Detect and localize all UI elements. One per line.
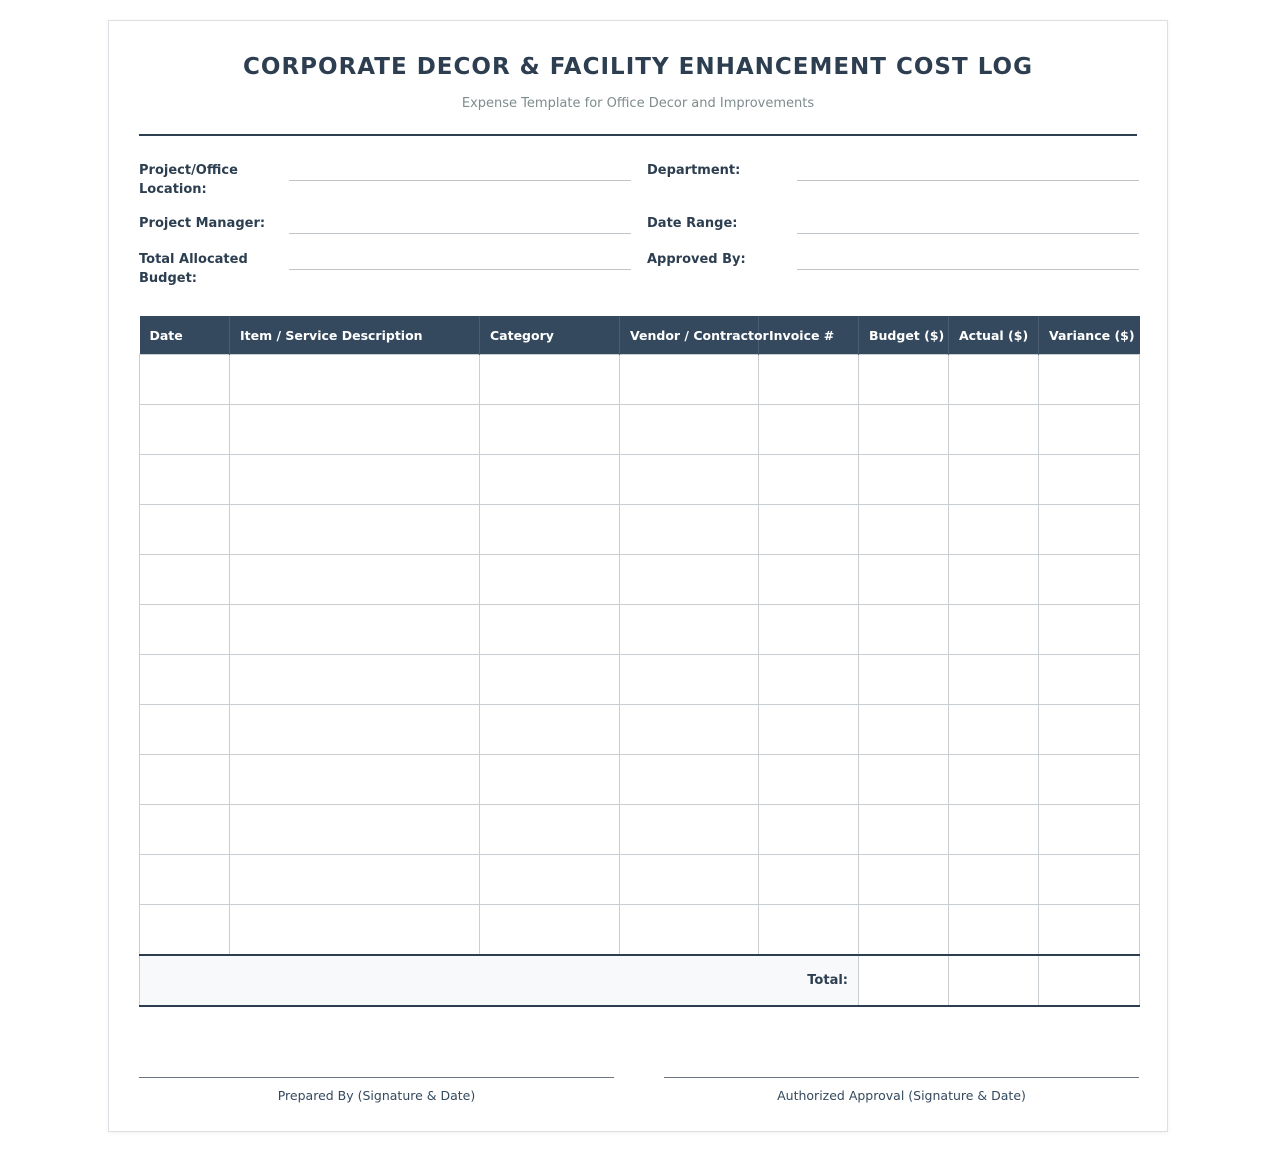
- variance-cell[interactable]: [1039, 855, 1140, 905]
- date-cell[interactable]: [140, 405, 230, 455]
- info-row: [139, 161, 1137, 201]
- vendor-cell[interactable]: [620, 455, 759, 505]
- table-row: [140, 405, 1140, 455]
- column-header-actual: Actual ($): [949, 316, 1039, 355]
- invoice-cell[interactable]: [759, 505, 859, 555]
- column-header-invoice: Invoice #: [759, 316, 859, 355]
- vendor-cell[interactable]: [620, 705, 759, 755]
- date-cell[interactable]: [140, 705, 230, 755]
- category-cell[interactable]: [480, 655, 620, 705]
- column-header-date: Date: [140, 316, 230, 355]
- total-label: Total:: [140, 955, 859, 1006]
- description-cell[interactable]: [230, 655, 480, 705]
- category-cell[interactable]: [480, 705, 620, 755]
- description-cell[interactable]: [230, 405, 480, 455]
- invoice-cell[interactable]: [759, 455, 859, 505]
- document-title: CORPORATE DECOR & FACILITY ENHANCEMENT COST LOG: [243, 54, 1033, 80]
- actual-cell[interactable]: [949, 405, 1039, 455]
- invoice-cell[interactable]: [759, 405, 859, 455]
- table-row: [140, 355, 1140, 405]
- project-manager-label: Project Manager:: [139, 216, 266, 231]
- table-row: [140, 705, 1140, 755]
- column-header-vendor: Vendor / Contractor: [620, 316, 759, 355]
- info-row: [139, 214, 1137, 254]
- vendor-cell[interactable]: [620, 605, 759, 655]
- actual-cell[interactable]: [949, 655, 1039, 705]
- vendor-cell[interactable]: [620, 405, 759, 455]
- cost-log-table: [139, 316, 1140, 1007]
- invoice-cell[interactable]: [759, 705, 859, 755]
- variance-cell[interactable]: [1039, 405, 1140, 455]
- date-cell[interactable]: [140, 605, 230, 655]
- invoice-cell[interactable]: [759, 855, 859, 905]
- budget-cell[interactable]: [859, 405, 949, 455]
- authorized-approval-signature[interactable]: [664, 1077, 1139, 1103]
- table-row: [140, 455, 1140, 505]
- vendor-cell[interactable]: [620, 805, 759, 855]
- budget-cell[interactable]: [859, 505, 949, 555]
- vendor-cell[interactable]: [620, 755, 759, 805]
- date-cell[interactable]: [140, 455, 230, 505]
- budget-cell[interactable]: [859, 755, 949, 805]
- approved-by-field[interactable]: [797, 269, 1139, 270]
- description-cell[interactable]: [230, 355, 480, 405]
- column-header-category: Category: [480, 316, 620, 355]
- date-cell[interactable]: [140, 905, 230, 956]
- description-cell[interactable]: [230, 555, 480, 605]
- actual-cell[interactable]: [949, 505, 1039, 555]
- document-subtitle: Expense Template for Office Decor and Improvements: [461, 96, 815, 111]
- table-header-row: [140, 316, 1140, 355]
- approved-by-label: Approved By:: [647, 252, 746, 267]
- actual-cell[interactable]: [949, 805, 1039, 855]
- invoice-cell[interactable]: [759, 655, 859, 705]
- document-header: [139, 21, 1137, 136]
- variance-cell[interactable]: [1039, 755, 1140, 805]
- vendor-cell[interactable]: [620, 505, 759, 555]
- project-manager-field[interactable]: [289, 233, 631, 234]
- total-budget-field[interactable]: [289, 269, 631, 270]
- budget-cell[interactable]: [859, 905, 949, 956]
- variance-cell[interactable]: [1039, 355, 1140, 405]
- category-cell[interactable]: [480, 905, 620, 956]
- invoice-cell[interactable]: [759, 355, 859, 405]
- budget-cell[interactable]: [859, 455, 949, 505]
- authorized-approval-label: Authorized Approval (Signature & Date): [777, 1088, 1026, 1103]
- total-budget-cell[interactable]: [859, 955, 949, 1006]
- description-cell[interactable]: [230, 855, 480, 905]
- actual-cell[interactable]: [949, 605, 1039, 655]
- project-location-label: Project/Office Location:: [139, 163, 238, 197]
- actual-cell[interactable]: [949, 705, 1039, 755]
- total-actual-cell[interactable]: [949, 955, 1039, 1006]
- budget-cell[interactable]: [859, 355, 949, 405]
- table-row: [140, 805, 1140, 855]
- variance-cell[interactable]: [1039, 505, 1140, 555]
- category-cell[interactable]: [480, 405, 620, 455]
- description-cell[interactable]: [230, 905, 480, 956]
- invoice-cell[interactable]: [759, 605, 859, 655]
- invoice-cell[interactable]: [759, 905, 859, 956]
- description-cell[interactable]: [230, 705, 480, 755]
- actual-cell[interactable]: [949, 905, 1039, 956]
- description-cell[interactable]: [230, 755, 480, 805]
- description-cell[interactable]: [230, 605, 480, 655]
- vendor-cell[interactable]: [620, 905, 759, 956]
- variance-cell[interactable]: [1039, 605, 1140, 655]
- description-cell[interactable]: [230, 805, 480, 855]
- info-row: [139, 250, 1137, 290]
- category-cell[interactable]: [480, 805, 620, 855]
- table-body: [140, 355, 1140, 956]
- category-cell[interactable]: [480, 505, 620, 555]
- table-row: [140, 855, 1140, 905]
- date-cell[interactable]: [140, 805, 230, 855]
- budget-cell[interactable]: [859, 855, 949, 905]
- category-cell[interactable]: [480, 555, 620, 605]
- category-cell[interactable]: [480, 755, 620, 805]
- vendor-cell[interactable]: [620, 355, 759, 405]
- column-header-description: Item / Service Description: [230, 316, 480, 355]
- budget-cell[interactable]: [859, 805, 949, 855]
- table-row: [140, 655, 1140, 705]
- actual-cell[interactable]: [949, 755, 1039, 805]
- actual-cell[interactable]: [949, 455, 1039, 505]
- department-label: Department:: [647, 163, 741, 178]
- budget-cell[interactable]: [859, 705, 949, 755]
- variance-cell[interactable]: [1039, 555, 1140, 605]
- budget-cell[interactable]: [859, 655, 949, 705]
- category-cell[interactable]: [480, 605, 620, 655]
- date-cell[interactable]: [140, 505, 230, 555]
- table-row: [140, 555, 1140, 605]
- budget-cell[interactable]: [859, 555, 949, 605]
- variance-cell[interactable]: [1039, 705, 1140, 755]
- date-cell[interactable]: [140, 855, 230, 905]
- vendor-cell[interactable]: [620, 855, 759, 905]
- description-cell[interactable]: [230, 505, 480, 555]
- category-cell[interactable]: [480, 455, 620, 505]
- invoice-cell[interactable]: [759, 805, 859, 855]
- department-field[interactable]: [797, 180, 1139, 181]
- budget-cell[interactable]: [859, 605, 949, 655]
- column-header-variance: Variance ($): [1039, 316, 1140, 355]
- expense-log-sheet: [108, 20, 1168, 1132]
- date-cell[interactable]: [140, 355, 230, 405]
- variance-cell[interactable]: [1039, 905, 1140, 956]
- date-cell[interactable]: [140, 655, 230, 705]
- vendor-cell[interactable]: [620, 655, 759, 705]
- date-cell[interactable]: [140, 755, 230, 805]
- actual-cell[interactable]: [949, 355, 1039, 405]
- variance-cell[interactable]: [1039, 655, 1140, 705]
- category-cell[interactable]: [480, 355, 620, 405]
- total-budget-label: Total Allocated Budget:: [139, 252, 248, 286]
- column-header-budget: Budget ($): [859, 316, 949, 355]
- invoice-cell[interactable]: [759, 755, 859, 805]
- table-row: [140, 905, 1140, 956]
- invoice-cell[interactable]: [759, 555, 859, 605]
- project-location-field[interactable]: [289, 180, 631, 181]
- variance-cell[interactable]: [1039, 455, 1140, 505]
- prepared-by-signature[interactable]: [139, 1077, 614, 1103]
- table-row: [140, 505, 1140, 555]
- vendor-cell[interactable]: [620, 555, 759, 605]
- date-range-field[interactable]: [797, 233, 1139, 234]
- table-row: [140, 755, 1140, 805]
- total-row: [140, 955, 1140, 1006]
- actual-cell[interactable]: [949, 855, 1039, 905]
- category-cell[interactable]: [480, 855, 620, 905]
- description-cell[interactable]: [230, 455, 480, 505]
- variance-cell[interactable]: [1039, 805, 1140, 855]
- date-range-label: Date Range:: [647, 216, 738, 231]
- prepared-by-label: Prepared By (Signature & Date): [277, 1088, 476, 1103]
- actual-cell[interactable]: [949, 555, 1039, 605]
- total-variance-cell[interactable]: [1039, 955, 1140, 1006]
- date-cell[interactable]: [140, 555, 230, 605]
- table-row: [140, 605, 1140, 655]
